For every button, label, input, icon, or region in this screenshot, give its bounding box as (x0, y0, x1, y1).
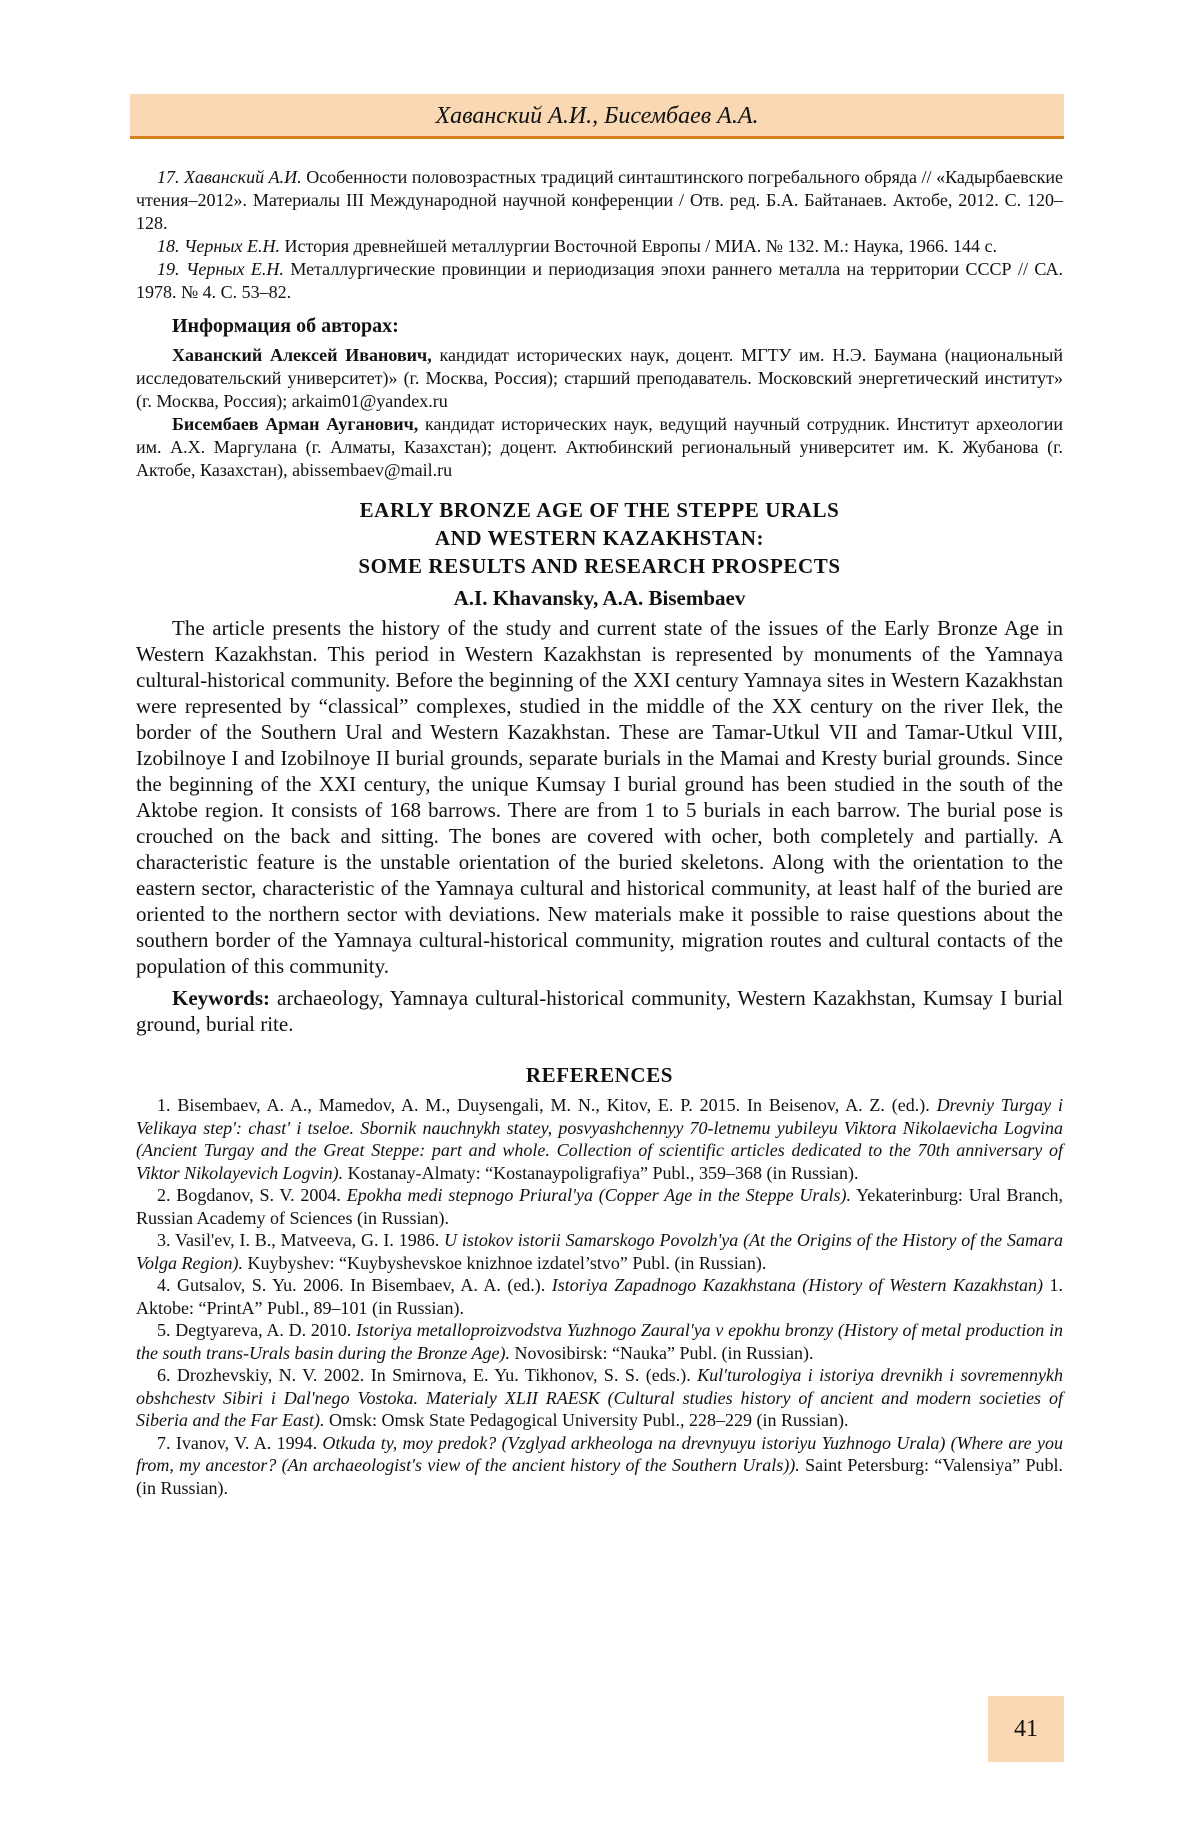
reference-publisher: Kostanay-Almaty: “Kostanaypoligrafiya” Publ., 359–368 (in Russian). (343, 1162, 859, 1183)
reference-publisher: Yekaterinburg: Ural Branch, Russian Academy of Sciences (in Russian). (136, 1185, 1063, 1228)
reference-text: Drozhevskiy, N. V. 2002. In Smirnova, E. Yu. Tikhonov, S. S. (eds.). (170, 1365, 698, 1385)
reference-text: Degtyareva, A. D. 2010. (170, 1320, 357, 1340)
reference-number: 1. (157, 1095, 171, 1115)
keywords-text: archaeology, Yamnaya cultural-historical community, Western Kazakhstan, Kumsay I burial ground, burial rite. (136, 986, 1063, 1036)
reference-item (136, 1184, 1063, 1229)
reference-title: Epokha medi stepnogo Priural'ya (Copper Age in the Steppe Urals). (346, 1185, 851, 1205)
reference-publisher: Saint Petersburg: “Valensiya” Publ. (in Russian). (136, 1455, 1063, 1498)
reference-number: 2. (157, 1185, 171, 1205)
running-head (130, 94, 1064, 139)
reference-text: Металлургические провинции и периодизация эпохи раннего металла на территории СССР // СА. 1978. № 4. С. 53–82. (136, 259, 1064, 302)
page-content (136, 166, 1063, 1499)
reference-number: 19. (157, 259, 180, 279)
references-heading: REFERENCES (525, 1063, 674, 1087)
abstract-text: The article presents the history of the study and current state of the issues of the Early Bronze Age in Western Kazakhstan. This period in Western Kazakhstan is represented by monuments of the Yamnaya cultural-historical community. Before the beginning of the XXI century Yamnaya sites in Western Kazakhstan were represented by “classical” complexes, studied in the middle of the XX century on the river Ilek, the border of the Southern Ural and Western Kazakhstan. These are Tamar-Utkul VII and Tamar-Utkul VIII, Izobilnoye I and Izobilnoye II burial grounds, separate burials in the Mamai and Kresty burial grounds. Since the beginning of the XXI century, the unique Kumsay I burial ground has been studied in the south of the Aktobe region. It consists of 168 barrows. There are from 1 to 5 burials in each barrow. The burial pose is crouched on the back and sitting. The bones are covered with ocher, both completely and partially. A characteristic feature is the unstable orientation of the buried skeletons. Along with the orientation to the eastern sector, characteristic of the Yamnaya cultural and historical community, at least half of the buried are oriented to the northern sector with deviations. New materials make it possible to raise questions about the southern border of the Yamnaya cultural-historical community, migration routes and cultural contacts of the population of this community. (136, 616, 1063, 978)
reference-item (136, 1432, 1063, 1500)
reference-title: Drevniy Turgay i Velikaya step': chast' i tseloe. Sbornik nauchnykh statey, posvyashchennyy 70-letnemu yubileyu Viktora Nikolaevicha Logvina (Ancient Turgay and the Great Steppe: part and whole. Collection of scientific articles dedicated to the 70th anniversary of Viktor Nikolayevich Logvin). (136, 1095, 1063, 1183)
reference-item (136, 1319, 1063, 1364)
title-line: EARLY BRONZE AGE OF THE STEPPE URALS (359, 498, 840, 522)
reference-item (136, 235, 1063, 258)
reference-number: 18. (157, 236, 180, 256)
reference-text: Gutsalov, S. Yu. 2006. In Bisembaev, A. A. (ed.). (170, 1275, 552, 1295)
reference-number: 17. (157, 167, 180, 187)
keywords (136, 985, 1063, 1037)
author-details: кандидат исторических наук, доцент. МГТУ им. Н.Э. Баумана (национальный исследовательский университет)» (г. Москва, Россия); старший преподаватель. Московский энергетический институт» (г. Москва, Россия); arkaim01@yandex.ru (136, 345, 1063, 411)
references-list (136, 1094, 1063, 1499)
title-line: AND WESTERN KAZAKHSTAN: (434, 526, 765, 550)
abstract (136, 615, 1063, 1037)
reference-text: История древнейшей металлургии Восточной Европы / МИА. № 132. М.: Наука, 1966. 144 с. (280, 236, 997, 256)
authors-info-heading: Информация об авторах: (172, 315, 399, 337)
reference-title: U istokov istorii Samarskogo Povolzh'ya (At the Origins of the History of the Samara Volga Region). (136, 1230, 1063, 1273)
reference-item (136, 1094, 1063, 1184)
reference-number: 5. (157, 1320, 171, 1340)
running-title: Хаванский А.И., Бисембаев А.А. (435, 103, 759, 129)
reference-item (136, 166, 1063, 235)
reference-text: Ivanov, V. A. 1994. (170, 1432, 323, 1453)
page-number-box (988, 1696, 1064, 1762)
reference-publisher: Omsk: Omsk State Pedagogical University Publ., 228–229 (in Russian). (324, 1410, 849, 1430)
reference-number: 4. (157, 1275, 171, 1295)
reference-item (136, 1229, 1063, 1274)
author-entry (136, 413, 1063, 482)
reference-text: Bogdanov, S. V. 2004. (170, 1185, 347, 1205)
russian-references (136, 166, 1063, 304)
author-name: Хаванский Алексей Иванович, (172, 345, 432, 365)
reference-publisher: Kuybyshev: “Kuybyshevskoe knizhnoe izdatel’stvo” Publ. (in Russian). (242, 1252, 767, 1273)
reference-author: Черных Е.Н. (185, 259, 284, 279)
reference-author: Хаванский А.И. (184, 167, 302, 187)
reference-item (136, 258, 1063, 304)
reference-text: Особенности половозрастных традиций синташтинского погребального обряда // «Кадырбаевские чтения–2012». Материалы III Международной научной конференции / Отв. ред. Б.А. Байтанаев. Актобе, 2012. С. 120–128. (136, 167, 1063, 233)
reference-number: 3. (157, 1230, 171, 1250)
reference-text: Vasil'ev, I. B., Matveeva, G. I. 1986. (170, 1230, 445, 1250)
reference-title: Istoriya metalloproizvodstva Yuzhnogo Zaural'ya v epokhu bronzy (History of metal production in the south trans-Urals basin during the Bronze Age). (136, 1320, 1063, 1363)
reference-title: Kul'turologiya i istoriya drevnikh i sovremennykh obshchestv Sibiri i Dal'nego Vostoka. Materialy XLII RAESK (Cultural studies history of ancient and modern societies of Siberia and the Far East). (136, 1365, 1063, 1430)
english-article-title (136, 496, 1063, 580)
reference-title: Istoriya Zapadnogo Kazakhstana (History of Western Kazakhstan) (551, 1275, 1044, 1295)
reference-number: 6. (157, 1365, 171, 1385)
keywords-label: Keywords: (172, 986, 270, 1010)
authors-info (136, 344, 1063, 482)
author-name: Бисембаев Арман Ауганович, (172, 414, 419, 434)
reference-item (136, 1364, 1063, 1432)
page-number: 41 (1014, 1716, 1038, 1742)
title-line: SOME RESULTS AND RESEARCH PROSPECTS (358, 554, 841, 578)
reference-title: Otkuda ty, moy predok? (Vzglyad arkheologa na drevnyuyu istoriyu Yuzhnogo Urala) (Where are you from, my ancestor? (An archaeologist's view of the ancient history of the Southern Urals)). (136, 1432, 1063, 1475)
reference-number: 7. (157, 1432, 171, 1453)
author-entry (136, 344, 1063, 413)
reference-author: Черных Е.Н. (184, 236, 280, 256)
english-authors: A.I. Khavansky, A.A. Bisembaev (453, 586, 746, 610)
reference-text: Bisembaev, A. A., Mamedov, A. M., Duysengali, M. N., Kitov, E. P. 2015. In Beisenov, A. Z. (ed.). (170, 1095, 937, 1115)
reference-item (136, 1274, 1063, 1319)
reference-publisher: 1. Aktobe: “PrintA” Publ., 89–101 (in Russian). (136, 1275, 1064, 1318)
reference-publisher: Novosibirsk: “Nauka” Publ. (in Russian). (510, 1342, 814, 1363)
author-details: кандидат исторических наук, ведущий научный сотрудник. Институт археологии им. А.Х. Маргулана (г. Алматы, Казахстан); доцент. Актюбинский региональный университет им. К. Жубанова (г. Актобе, Казахстан), abissembaev@mail.ru (136, 414, 1063, 480)
